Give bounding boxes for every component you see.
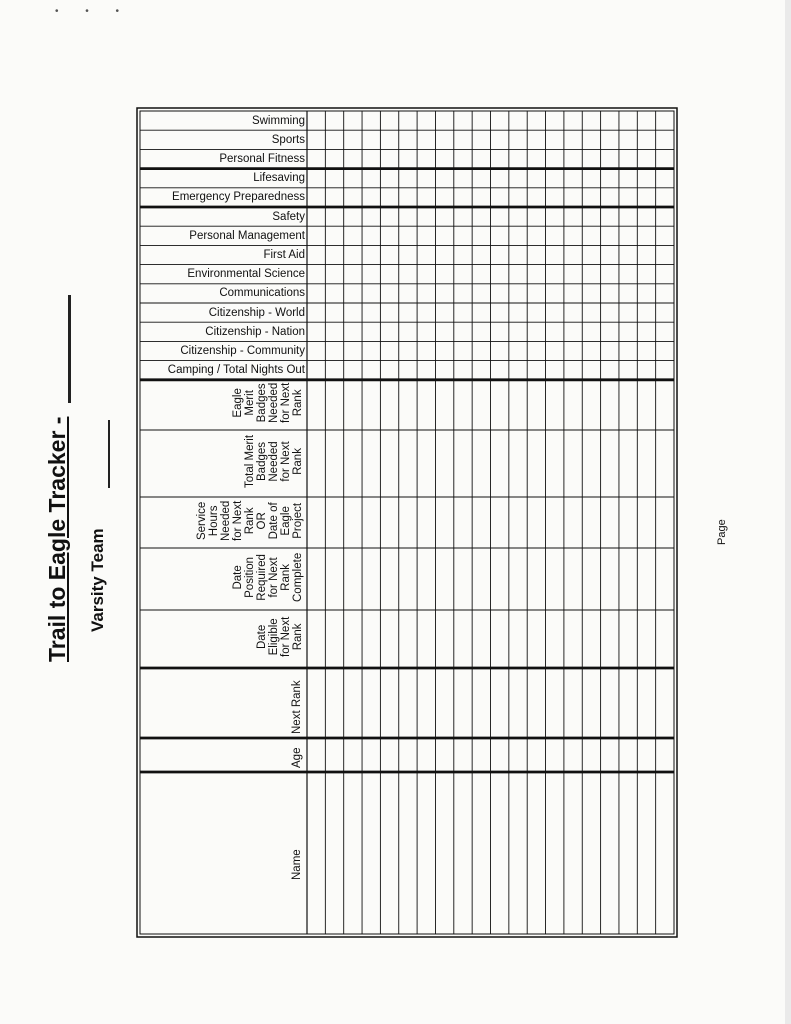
header-text-line: Total Merit <box>244 434 256 488</box>
merit-badge-label: Safety <box>272 210 305 223</box>
header-text-line: Rank <box>292 623 304 651</box>
header-text-line: Eagle <box>232 388 244 418</box>
merit-badge-label: Communications <box>219 287 305 300</box>
header-position <box>232 552 304 601</box>
header-age: Age <box>291 747 303 768</box>
page-subtitle: Varsity Team <box>88 528 107 632</box>
header-text-line: for Next <box>280 441 292 482</box>
header-text-line: Date of <box>268 501 280 539</box>
header-text-line: Eligible <box>268 618 280 656</box>
header-next-rank: Next Rank <box>291 680 303 734</box>
header-text-line: Needed <box>220 500 232 541</box>
header-text-line: for Next <box>280 382 292 423</box>
header-text-line: Needed <box>268 441 280 482</box>
merit-badge-label: Personal Management <box>189 229 305 242</box>
header-text-line: Rank <box>280 563 292 591</box>
header-eligible <box>256 617 304 657</box>
header-text-line: Rank <box>244 506 256 534</box>
merit-badge-label: Citizenship - Community <box>180 344 305 357</box>
scan-specks: • • • <box>55 6 132 17</box>
merit-badge-label: Camping / Total Nights Out <box>167 364 305 377</box>
header-total-badges <box>244 435 304 488</box>
merit-badge-label: Citizenship - World <box>208 306 305 319</box>
merit-badge-label: First Aid <box>263 248 305 261</box>
header-text-line: Complete <box>292 552 304 602</box>
header-text-line: for Next <box>232 500 244 541</box>
header-text-line: Needed <box>268 382 280 423</box>
header-text-line: Eagle <box>280 505 292 536</box>
page-title: Trail to Eagle Tracker - <box>44 416 70 662</box>
page-number-label: Page <box>716 519 728 545</box>
header-service <box>196 500 304 540</box>
header-text-line: Merit <box>244 390 256 416</box>
merit-badge-label: Lifesaving <box>253 172 305 185</box>
header-text-line: Date <box>256 624 268 650</box>
header-text-line: Rank <box>292 448 304 475</box>
merit-badge-label: Emergency Preparedness <box>172 191 305 204</box>
merit-badge-label: Personal Fitness <box>219 152 305 165</box>
header-text-line: Position <box>244 556 256 598</box>
header-name: Name <box>291 849 303 880</box>
header-text-line: Badges <box>256 383 268 423</box>
header-text-line: Project <box>292 502 304 539</box>
merit-badge-label: Citizenship - Nation <box>205 325 305 338</box>
merit-badge-label: Environmental Science <box>187 268 305 281</box>
header-text-line: for Next <box>280 616 292 657</box>
header-text-line: Badges <box>256 441 268 481</box>
header-eagle-badges <box>232 383 304 423</box>
header-text-line: for Next <box>268 556 280 598</box>
merit-badge-label: Sports <box>271 133 305 146</box>
header-text-line: Service <box>196 501 208 540</box>
header-text-line: Hours <box>208 505 220 536</box>
merit-badge-label: Swimming <box>251 114 305 127</box>
header-text-line: Required <box>256 553 268 601</box>
header-text-line: Rank <box>292 389 304 417</box>
header-text-line: Date <box>232 564 244 590</box>
header-text-line: OR <box>256 511 268 529</box>
